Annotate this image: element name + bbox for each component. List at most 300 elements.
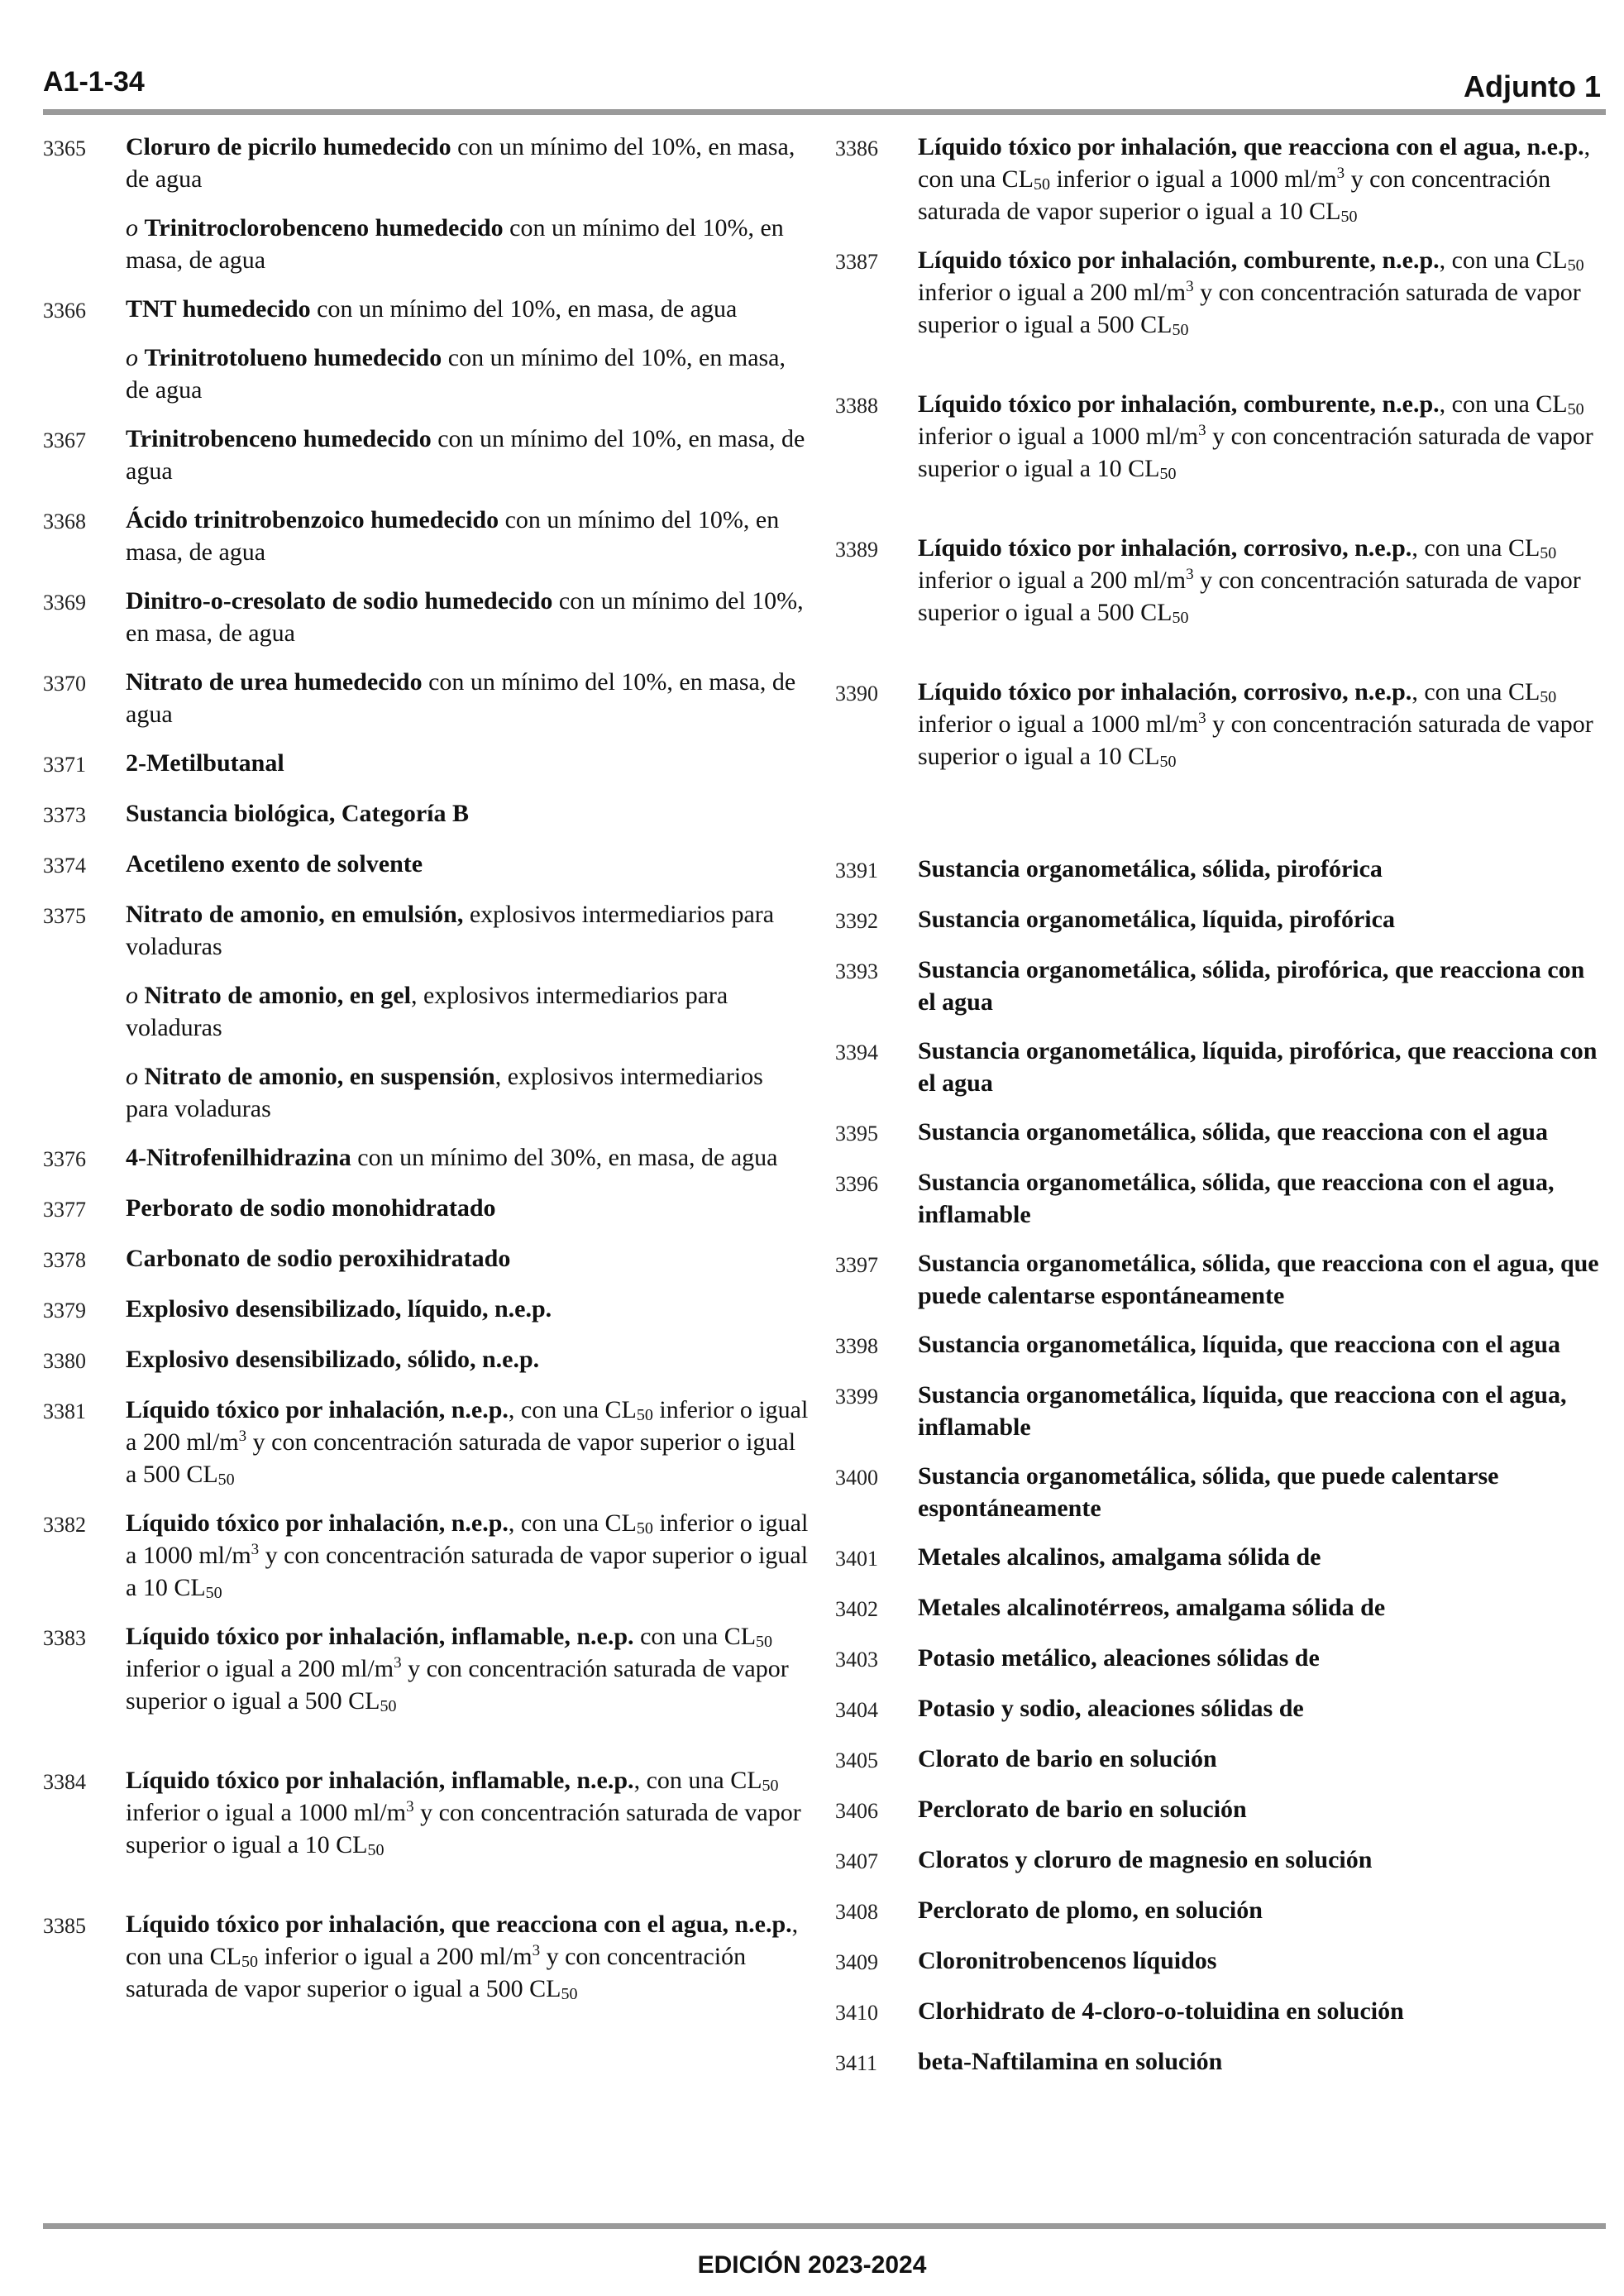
- un-entry: [835, 532, 1606, 629]
- substance-name: Trinitrobenceno humedecido: [126, 425, 432, 452]
- description-text: y con concentración saturada de vapor superior o igual a 10 CL: [126, 1542, 809, 1601]
- un-entry: [835, 1460, 1606, 1524]
- description-text: con un mínimo del 10%, en masa, de agua: [126, 425, 805, 485]
- subscript: 50: [1172, 321, 1189, 339]
- alt-prefix: o: [126, 982, 145, 1009]
- main-designation: [918, 534, 1581, 626]
- un-entry: [43, 747, 809, 781]
- entry-text: [126, 747, 809, 779]
- description-text: inferior o igual a 200 ml/m: [918, 567, 1187, 594]
- superscript: 3: [1336, 165, 1345, 182]
- main-designation: [126, 1623, 789, 1715]
- main-designation: [918, 1462, 1499, 1522]
- un-entry: [835, 388, 1606, 485]
- un-entry: [835, 244, 1606, 341]
- main-designation: [918, 1897, 1263, 1924]
- main-designation: [126, 295, 737, 323]
- subscript: 50: [561, 1985, 578, 2003]
- main-designation: [126, 587, 804, 647]
- un-number: 3385: [43, 1914, 86, 1938]
- substance-name: Líquido tóxico por inhalación, corrosivo, n.e.p.: [918, 534, 1412, 562]
- main-designation: [918, 1543, 1321, 1571]
- main-designation: [126, 800, 469, 827]
- entry-text: [918, 244, 1606, 341]
- main-designation: [918, 1594, 1385, 1621]
- un-entry: [835, 1379, 1606, 1443]
- description-text: y con concentración saturada de vapor superior o igual a 500 CL: [918, 567, 1581, 626]
- description-text: con un mínimo del 10%, en masa, de agua: [310, 295, 738, 323]
- un-entry: [43, 1343, 809, 1377]
- substance-name: Clorato de bario en solución: [918, 1745, 1217, 1772]
- un-number: 3367: [43, 428, 86, 452]
- un-entry: [835, 853, 1606, 887]
- main-designation: [918, 906, 1395, 933]
- main-designation: [918, 390, 1593, 482]
- substance-name: Nitrato de amonio, en gel: [144, 982, 411, 1009]
- un-entry: [43, 898, 809, 1125]
- un-number: 3394: [835, 1040, 878, 1064]
- un-number: 3384: [43, 1770, 86, 1794]
- un-entry: [835, 954, 1606, 1018]
- substance-name: Nitrato de urea humedecido: [126, 668, 423, 696]
- subscript: 50: [367, 1841, 385, 1859]
- un-number: 3386: [835, 136, 878, 160]
- description-text: , con una CL: [508, 1396, 637, 1423]
- description-text: explosivos intermediarios para voladuras: [126, 901, 775, 960]
- alternative-designation: [126, 979, 809, 1044]
- main-designation: [126, 850, 423, 878]
- main-designation: [126, 1194, 496, 1222]
- main-designation: [126, 1295, 552, 1323]
- un-number: 3411: [835, 2051, 878, 2075]
- un-number: 3393: [835, 959, 878, 983]
- main-designation: [918, 1331, 1560, 1358]
- entry-text: [126, 293, 809, 406]
- main-designation: [126, 506, 779, 566]
- un-entry: [43, 504, 809, 568]
- main-designation: [918, 1381, 1566, 1441]
- subscript: 50: [636, 1519, 653, 1538]
- un-entry: [835, 1541, 1606, 1575]
- un-number: 3405: [835, 1748, 878, 1772]
- entry-text: [126, 1764, 809, 1861]
- substance-name: Líquido tóxico por inhalación, comburente, n.e.p.: [918, 390, 1440, 418]
- entry-text: [918, 1460, 1606, 1524]
- substance-name: Líquido tóxico por inhalación, inflamable, n.e.p.: [126, 1623, 634, 1650]
- substance-name: Cloruro de picrilo humedecido: [126, 133, 451, 160]
- header-rule: [43, 109, 1606, 115]
- substance-name: Potasio y sodio, aleaciones sólidas de: [918, 1695, 1304, 1722]
- main-designation: [918, 133, 1590, 225]
- substance-name: Sustancia biológica, Categoría B: [126, 800, 470, 827]
- un-entry: [43, 1620, 809, 1717]
- description-text: con un mínimo del 10%, en masa, de agua: [126, 587, 804, 647]
- un-entry: [835, 1247, 1606, 1312]
- main-designation: [126, 133, 795, 193]
- un-entry: [835, 131, 1606, 227]
- description-text: , con una CL: [1411, 678, 1540, 706]
- entry-text: [126, 1293, 809, 1325]
- un-entry: [43, 797, 809, 831]
- un-number: 3391: [835, 859, 878, 883]
- main-designation: [126, 1396, 808, 1488]
- un-entry: [835, 1591, 1606, 1625]
- entry-text: [918, 1379, 1606, 1443]
- entry-text: [918, 1844, 1606, 1876]
- substance-name: Metales alcalinos, amalgama sólida de: [918, 1543, 1321, 1571]
- un-entry: [43, 1293, 809, 1327]
- entry-text: [918, 676, 1606, 773]
- un-number: 3387: [835, 250, 878, 274]
- alt-prefix: o: [126, 344, 145, 371]
- un-number: 3371: [43, 753, 86, 777]
- substance-name: Clorhidrato de 4-cloro-o-toluidina en solución: [918, 1997, 1404, 2025]
- substance-name: Trinitrotolueno humedecido: [144, 344, 442, 371]
- entry-text: [918, 1793, 1606, 1825]
- substance-name: Sustancia organometálica, líquida, pirofórica, que reacciona con el agua: [918, 1037, 1598, 1097]
- subscript: 50: [217, 1471, 235, 1489]
- entry-text: [918, 2045, 1606, 2078]
- main-designation: [918, 855, 1383, 883]
- substance-name: Sustancia organometálica, sólida, que puede calentarse espontáneamente: [918, 1462, 1499, 1522]
- un-number: 3398: [835, 1334, 878, 1358]
- un-number: 3388: [835, 394, 878, 418]
- un-entry: [43, 1141, 809, 1175]
- subscript: 50: [636, 1406, 653, 1424]
- substance-name: Cloratos y cloruro de magnesio en solución: [918, 1846, 1373, 1873]
- main-designation: [918, 1745, 1217, 1772]
- un-number: 3370: [43, 672, 86, 696]
- un-number: 3379: [43, 1299, 86, 1323]
- un-number: 3366: [43, 299, 86, 323]
- entry-text: [126, 1908, 809, 2005]
- un-number: 3365: [43, 136, 86, 160]
- substance-name: Líquido tóxico por inhalación, corrosivo, n.e.p.: [918, 678, 1412, 706]
- entry-text: [918, 532, 1606, 629]
- page-number: A1-1-34: [43, 66, 145, 98]
- un-entry: [43, 293, 809, 406]
- description-text: con un mínimo del 10%, en masa, de agua: [126, 133, 795, 193]
- entry-text: [126, 797, 809, 830]
- entry-text: [126, 504, 809, 568]
- alternative-designation: [126, 1060, 809, 1125]
- un-entry: [43, 666, 809, 730]
- un-number: 3402: [835, 1597, 878, 1621]
- description-text: inferior o igual a 200 ml/m: [257, 1943, 533, 1970]
- entry-text: [126, 1394, 809, 1490]
- entry-text: [918, 1116, 1606, 1148]
- un-entry: [835, 1743, 1606, 1777]
- description-text: con un mínimo del 10%, en masa, de agua: [126, 344, 786, 404]
- un-entry: [835, 676, 1606, 773]
- entry-text: [918, 1541, 1606, 1573]
- superscript: 3: [1198, 422, 1206, 439]
- entry-text: [918, 954, 1606, 1018]
- superscript: 3: [394, 1654, 402, 1672]
- description-text: y con concentración saturada de vapor superior o igual a 10 CL: [918, 423, 1593, 482]
- subscript: 50: [762, 1777, 779, 1795]
- un-number: 3390: [835, 682, 878, 706]
- substance-name: Sustancia organometálica, sólida, que reacciona con el agua: [918, 1118, 1548, 1146]
- entry-text: [918, 1247, 1606, 1312]
- superscript: 3: [1186, 566, 1194, 583]
- entry-text: [126, 1192, 809, 1224]
- un-number: 3382: [43, 1513, 86, 1537]
- description-text: y con concentración saturada de vapor superior o igual a 10 CL: [918, 710, 1593, 770]
- description-text: , con una CL: [1411, 534, 1540, 562]
- alt-prefix: o: [126, 1063, 145, 1090]
- un-number: 3377: [43, 1198, 86, 1222]
- un-number: 3383: [43, 1626, 86, 1650]
- subscript: 50: [1340, 208, 1358, 226]
- un-number: 3410: [835, 2001, 878, 2025]
- un-entry: [43, 1507, 809, 1604]
- entry-text: [918, 1944, 1606, 1977]
- un-entry: [835, 1692, 1606, 1726]
- subscript: 50: [1172, 609, 1189, 627]
- description-text: y con concentración saturada de vapor superior o igual a 500 CL: [126, 1428, 796, 1488]
- description-text: inferior o igual a 1000 ml/m: [918, 423, 1199, 450]
- un-number: 3375: [43, 904, 86, 928]
- un-number: 3395: [835, 1122, 878, 1146]
- un-number: 3378: [43, 1248, 86, 1272]
- entry-text: [126, 898, 809, 1125]
- un-entry: [835, 1328, 1606, 1362]
- main-designation: [918, 1796, 1247, 1823]
- main-designation: [918, 1118, 1548, 1146]
- entry-text: [126, 848, 809, 880]
- description-text: , con una CL: [1439, 390, 1568, 418]
- right-column: [835, 131, 1606, 2079]
- left-column: [43, 131, 809, 2005]
- superscript: 3: [1198, 710, 1206, 727]
- un-entry: [43, 1394, 809, 1490]
- un-entry: [835, 1894, 1606, 1928]
- un-entry: [835, 1844, 1606, 1877]
- description-text: con un mínimo del 10%, en masa, de agua: [126, 214, 784, 274]
- superscript: 3: [532, 1942, 541, 1959]
- un-number: 3407: [835, 1849, 878, 1873]
- description-text: inferior o igual a 200 ml/m: [126, 1396, 809, 1456]
- substance-name: Sustancia organometálica, sólida, pirofórica: [918, 855, 1383, 883]
- un-number: 3374: [43, 854, 86, 878]
- subscript: 50: [1567, 400, 1584, 419]
- main-designation: [126, 901, 774, 960]
- substance-name: Líquido tóxico por inhalación, inflamable, n.e.p.: [126, 1767, 634, 1794]
- superscript: 3: [406, 1798, 414, 1815]
- substance-name: Sustancia organometálica, líquida, que reacciona con el agua, inflamable: [918, 1381, 1567, 1441]
- main-designation: [918, 246, 1584, 338]
- substance-name: Líquido tóxico por inhalación, n.e.p.: [126, 1396, 509, 1423]
- description-text: inferior o igual a 1000 ml/m: [1049, 165, 1337, 193]
- description-text: , explosivos intermediarios para voladuras: [126, 1063, 763, 1122]
- subscript: 50: [1540, 688, 1557, 706]
- edition-footer: EDICIÓN 2023-2024: [697, 2251, 927, 2279]
- un-number: 3369: [43, 591, 86, 615]
- description-text: , con una CL: [126, 1911, 799, 1970]
- substance-name: Potasio metálico, aleaciones sólidas de: [918, 1644, 1320, 1672]
- substance-name: Ácido trinitrobenzoico humedecido: [126, 506, 499, 533]
- subscript: 50: [1567, 256, 1584, 275]
- substance-name: Nitrato de amonio, en emulsión,: [126, 901, 464, 928]
- un-entry: [835, 1944, 1606, 1978]
- substance-name: Sustancia organometálica, sólida, pirofórica, que reacciona con el agua: [918, 956, 1585, 1016]
- substance-name: Nitrato de amonio, en suspensión: [144, 1063, 495, 1090]
- superscript: 3: [1186, 278, 1194, 295]
- subscript: 50: [1159, 753, 1177, 771]
- un-entry: [43, 1192, 809, 1226]
- substance-name: Líquido tóxico por inhalación, comburente, n.e.p.: [918, 246, 1440, 274]
- un-entry: [43, 131, 809, 276]
- substance-name: Trinitroclorobenceno humedecido: [144, 214, 504, 242]
- substance-name: Explosivo desensibilizado, líquido, n.e.p.: [126, 1295, 552, 1323]
- entry-text: [918, 1035, 1606, 1099]
- substance-name: Metales alcalinotérreos, amalgama sólida de: [918, 1594, 1386, 1621]
- entry-text: [126, 131, 809, 276]
- un-number: 3368: [43, 509, 86, 533]
- entry-text: [918, 1642, 1606, 1674]
- un-number: 3396: [835, 1172, 878, 1196]
- entry-text: [918, 1743, 1606, 1775]
- main-designation: [126, 425, 805, 485]
- entry-text: [126, 423, 809, 487]
- un-entry: [835, 1035, 1606, 1099]
- un-number: 3408: [835, 1900, 878, 1924]
- un-number: 3403: [835, 1648, 878, 1672]
- subscript: 50: [241, 1953, 258, 1971]
- alt-prefix: o: [126, 214, 145, 242]
- description-text: inferior o igual a 200 ml/m: [918, 279, 1187, 306]
- main-designation: [918, 678, 1593, 770]
- description-text: y con concentración saturada de vapor superior o igual a 500 CL: [126, 1655, 789, 1715]
- un-number: 3397: [835, 1253, 878, 1277]
- un-number: 3409: [835, 1950, 878, 1974]
- un-number: 3380: [43, 1349, 86, 1373]
- entry-text: [918, 1692, 1606, 1724]
- subscript: 50: [205, 1584, 222, 1602]
- main-designation: [918, 1947, 1216, 1974]
- un-number: 3399: [835, 1385, 878, 1409]
- alternative-designation: [126, 212, 809, 276]
- un-entry: [835, 1116, 1606, 1150]
- entry-text: [126, 1507, 809, 1604]
- substance-name: Sustancia organometálica, líquida, que reacciona con el agua: [918, 1331, 1560, 1358]
- main-designation: [126, 668, 795, 728]
- main-designation: [918, 1695, 1304, 1722]
- main-designation: [918, 956, 1584, 1016]
- description-text: y con concentración saturada de vapor superior o igual a 500 CL: [918, 279, 1581, 338]
- superscript: 3: [238, 1428, 247, 1445]
- entry-text: [126, 1620, 809, 1717]
- un-number: 3400: [835, 1466, 878, 1490]
- entry-text: [918, 853, 1606, 885]
- un-number: 3373: [43, 803, 86, 827]
- substance-name: TNT humedecido: [126, 295, 311, 323]
- un-entry: [43, 1242, 809, 1276]
- description-text: con una CL: [633, 1623, 757, 1650]
- un-number: 3406: [835, 1799, 878, 1823]
- substance-name: Perclorato de bario en solución: [918, 1796, 1247, 1823]
- main-designation: [126, 1911, 798, 2002]
- substance-name: beta-Naftilamina en solución: [918, 2048, 1223, 2075]
- main-designation: [126, 1245, 510, 1272]
- substance-name: Líquido tóxico por inhalación, que reacciona con el agua, n.e.p.: [918, 133, 1584, 160]
- un-entry: [835, 1166, 1606, 1231]
- substance-name: Dinitro-o-cresolato de sodio humedecido: [126, 587, 553, 615]
- substance-name: Perclorato de plomo, en solución: [918, 1897, 1263, 1924]
- un-entry: [835, 1642, 1606, 1676]
- description-text: inferior o igual a 200 ml/m: [126, 1655, 394, 1682]
- main-designation: [918, 1846, 1372, 1873]
- entry-text: [126, 585, 809, 649]
- entry-text: [918, 388, 1606, 485]
- description-text: con un mínimo del 10%, en masa, de agua: [126, 506, 780, 566]
- description-text: inferior o igual a 1000 ml/m: [126, 1509, 809, 1569]
- substance-name: Sustancia organometálica, sólida, que reacciona con el agua, que puede calentarse espontáneamente: [918, 1250, 1599, 1309]
- footer-rule: [43, 2223, 1606, 2229]
- description-text: , con una CL: [633, 1767, 762, 1794]
- main-designation: [126, 1509, 808, 1601]
- main-designation: [918, 2048, 1222, 2075]
- description-text: y con concentración saturada de vapor superior o igual a 10 CL: [918, 165, 1551, 225]
- subscript: 50: [756, 1633, 773, 1651]
- description-text: , con una CL: [1439, 246, 1568, 274]
- un-entry: [43, 848, 809, 882]
- entry-text: [918, 131, 1606, 227]
- substance-name: 4-Nitrofenilhidrazina: [126, 1144, 351, 1171]
- description-text: con un mínimo del 10%, en masa, de agua: [126, 668, 796, 728]
- substance-name: Cloronitrobencenos líquidos: [918, 1947, 1217, 1974]
- entry-text: [918, 903, 1606, 935]
- entry-text: [918, 1328, 1606, 1361]
- entry-text: [126, 1242, 809, 1275]
- entry-text: [918, 1166, 1606, 1231]
- main-designation: [126, 1767, 801, 1858]
- entry-text: [918, 1995, 1606, 2027]
- un-entry: [835, 2045, 1606, 2079]
- main-designation: [126, 749, 284, 777]
- description-text: y con concentración saturada de vapor superior o igual a 10 CL: [126, 1799, 801, 1858]
- main-designation: [918, 1997, 1404, 2025]
- un-entry: [43, 423, 809, 487]
- attachment-title: Adjunto 1: [1464, 69, 1601, 103]
- un-number: 3401: [835, 1547, 878, 1571]
- main-designation: [918, 1169, 1554, 1228]
- un-entry: [835, 903, 1606, 937]
- un-entry: [43, 1908, 809, 2005]
- main-designation: [918, 1250, 1599, 1309]
- description-text: , con una CL: [508, 1509, 637, 1537]
- substance-name: Líquido tóxico por inhalación, que reacciona con el agua, n.e.p.: [126, 1911, 792, 1938]
- un-entry: [43, 585, 809, 649]
- main-designation: [126, 1346, 539, 1373]
- alternative-designation: [126, 342, 809, 406]
- entry-text: [126, 1343, 809, 1375]
- main-designation: [126, 1144, 777, 1171]
- entry-text: [918, 1894, 1606, 1926]
- un-number: 3376: [43, 1147, 86, 1171]
- subscript: 50: [380, 1697, 397, 1715]
- substance-name: 2-Metilbutanal: [126, 749, 284, 777]
- substance-name: Sustancia organometálica, líquida, pirofórica: [918, 906, 1395, 933]
- description-text: inferior o igual a 1000 ml/m: [918, 710, 1199, 738]
- substance-name: Perborato de sodio monohidratado: [126, 1194, 496, 1222]
- substance-name: Carbonato de sodio peroxihidratado: [126, 1245, 511, 1272]
- main-designation: [918, 1037, 1597, 1097]
- un-number: 3389: [835, 538, 878, 562]
- un-number: 3392: [835, 909, 878, 933]
- un-number: 3404: [835, 1698, 878, 1722]
